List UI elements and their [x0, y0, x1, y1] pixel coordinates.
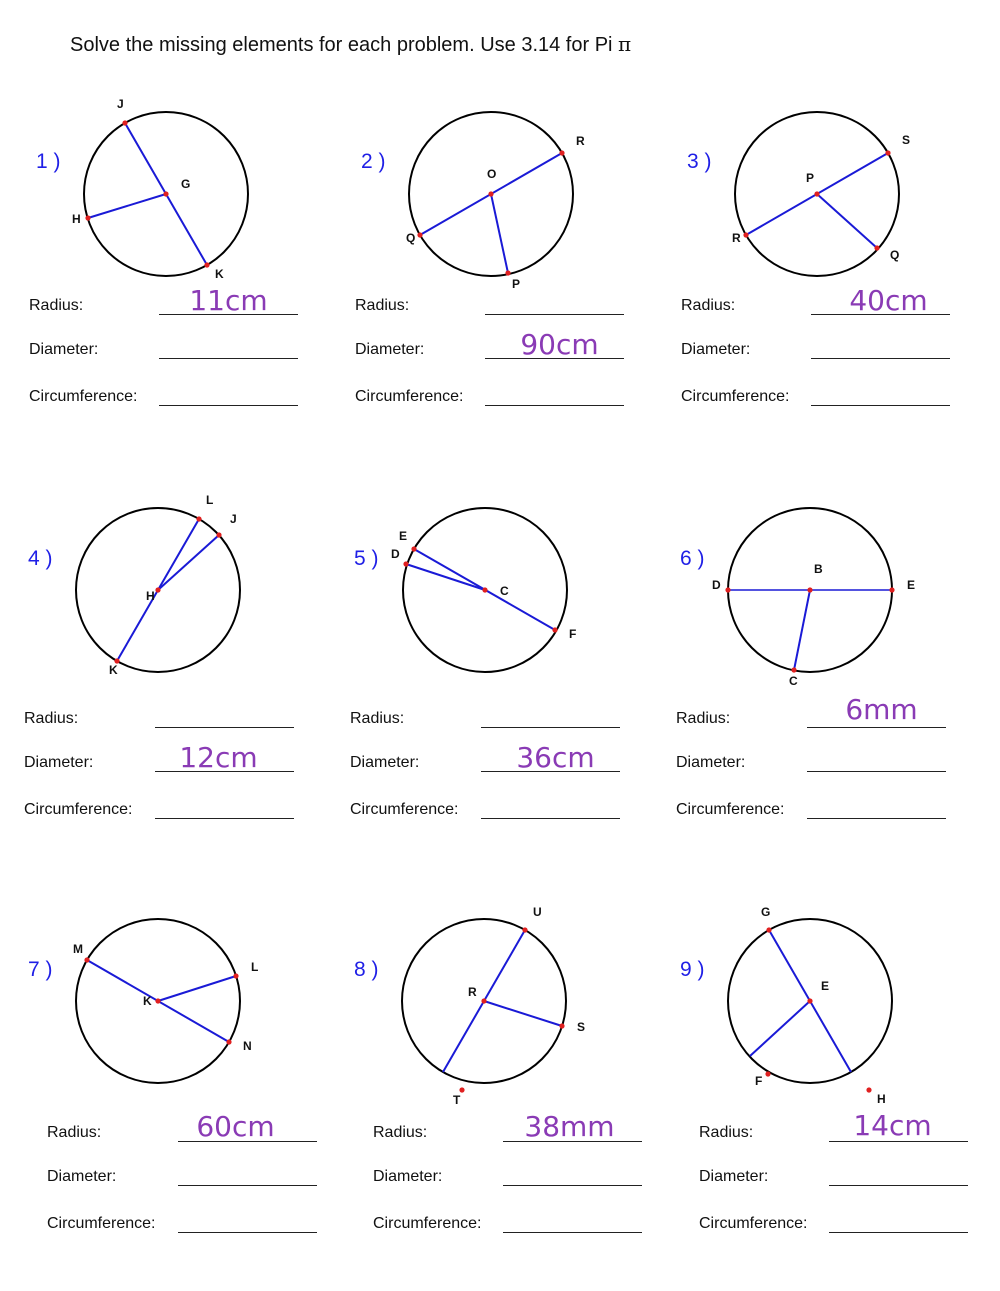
- radius-label: Radius:: [676, 710, 731, 727]
- diameter-blank[interactable]: [178, 1185, 317, 1186]
- radius-label: Radius:: [29, 297, 84, 314]
- diameter-label: Diameter:: [355, 341, 425, 358]
- point-label: D: [391, 547, 400, 561]
- point-label: D: [712, 578, 721, 592]
- point-label: U: [533, 905, 542, 919]
- point-label: F: [569, 627, 577, 641]
- point-label: N: [243, 1039, 252, 1053]
- problem-number: 1 ): [36, 150, 61, 173]
- point-label: J: [117, 97, 124, 111]
- point-label: K: [109, 663, 118, 677]
- circumference-blank[interactable]: [178, 1232, 317, 1233]
- radius-answer[interactable]: 11cm: [189, 284, 268, 317]
- radius-answer[interactable]: 14cm: [853, 1109, 932, 1142]
- point-label: O: [487, 167, 497, 181]
- point-label: B: [814, 562, 823, 576]
- point-label: P: [806, 171, 815, 185]
- point-label: E: [399, 529, 408, 543]
- point-label: R: [468, 985, 477, 999]
- radius-blank[interactable]: [829, 1141, 968, 1142]
- diameter-label: Diameter:: [350, 754, 420, 771]
- diameter-label: Diameter:: [699, 1168, 769, 1185]
- point-label: Q: [890, 248, 900, 262]
- circumference-label: Circumference:: [681, 388, 790, 405]
- point-label: H: [146, 589, 155, 603]
- diameter-blank[interactable]: [829, 1185, 968, 1186]
- radius-blank[interactable]: [178, 1141, 317, 1142]
- diameter-label: Diameter:: [681, 341, 751, 358]
- radius-label: Radius:: [699, 1124, 754, 1141]
- point-label: E: [821, 979, 830, 993]
- point-label: K: [215, 267, 224, 281]
- radius-label: Radius:: [681, 297, 736, 314]
- diameter-label: Diameter:: [47, 1168, 117, 1185]
- point-label: S: [577, 1020, 586, 1034]
- point-marker: [866, 1087, 871, 1092]
- circumference-label: Circumference:: [676, 801, 785, 818]
- diameter-label: Diameter:: [373, 1168, 443, 1185]
- point-label: R: [576, 134, 585, 148]
- circumference-label: Circumference:: [350, 801, 459, 818]
- diameter-answer[interactable]: 12cm: [179, 741, 258, 774]
- point-label: H: [877, 1092, 886, 1106]
- problem-number: 4 ): [28, 547, 53, 570]
- pi-symbol: π: [618, 32, 632, 56]
- problem-number: 9 ): [680, 958, 705, 981]
- radius-label: Radius:: [373, 1124, 428, 1141]
- circumference-label: Circumference:: [24, 801, 133, 818]
- point-label: G: [761, 905, 771, 919]
- point-label: M: [73, 942, 83, 956]
- radius-answer[interactable]: 40cm: [849, 284, 928, 317]
- radius-answer[interactable]: 38mm: [524, 1110, 615, 1143]
- circumference-label: Circumference:: [47, 1215, 156, 1232]
- diameter-answer[interactable]: 36cm: [516, 741, 595, 774]
- point-label: L: [206, 493, 214, 507]
- problem-number: 7 ): [28, 958, 53, 981]
- radius-blank[interactable]: [503, 1141, 642, 1142]
- point-marker: [766, 927, 771, 932]
- point-label: R: [732, 231, 741, 245]
- problem-number: 2 ): [361, 150, 386, 173]
- point-label: Q: [406, 231, 416, 245]
- point-label: L: [251, 960, 259, 974]
- radius-label: Radius:: [24, 710, 79, 727]
- point-label: S: [902, 133, 911, 147]
- circumference-label: Circumference:: [699, 1215, 808, 1232]
- problem-number: 8 ): [354, 958, 379, 981]
- point-marker: [765, 1071, 770, 1076]
- circumference-blank[interactable]: [503, 1232, 642, 1233]
- problem-number: 6 ): [680, 547, 705, 570]
- problem-number: 5 ): [354, 547, 379, 570]
- circumference-label: Circumference:: [29, 388, 138, 405]
- circumference-blank[interactable]: [829, 1232, 968, 1233]
- diameter-answer[interactable]: 90cm: [520, 328, 599, 361]
- radius-label: Radius:: [350, 710, 405, 727]
- instructions-text: Solve the missing elements for each problem. Use 3.14 for Pi: [70, 34, 613, 56]
- diameter-label: Diameter:: [24, 754, 94, 771]
- diameter-label: Diameter:: [29, 341, 99, 358]
- point-marker: [807, 998, 812, 1003]
- point-label: T: [453, 1093, 461, 1107]
- radius-segment: [750, 1001, 810, 1056]
- circumference-label: Circumference:: [355, 388, 464, 405]
- point-label: E: [907, 578, 916, 592]
- point-label: F: [755, 1074, 763, 1088]
- point-label: J: [230, 512, 237, 526]
- circumference-label: Circumference:: [373, 1215, 482, 1232]
- problem-number: 3 ): [687, 150, 712, 173]
- diameter-blank[interactable]: [503, 1185, 642, 1186]
- radius-answer[interactable]: 60cm: [196, 1110, 275, 1143]
- point-label: K: [143, 994, 152, 1008]
- point-label: C: [500, 584, 509, 598]
- point-label: G: [181, 177, 191, 191]
- diameter-label: Diameter:: [676, 754, 746, 771]
- point-label: H: [72, 212, 81, 226]
- point-label: C: [789, 674, 798, 688]
- radius-label: Radius:: [355, 297, 410, 314]
- point-label: P: [512, 277, 521, 291]
- radius-label: Radius:: [47, 1124, 102, 1141]
- radius-answer[interactable]: 6mm: [845, 693, 918, 726]
